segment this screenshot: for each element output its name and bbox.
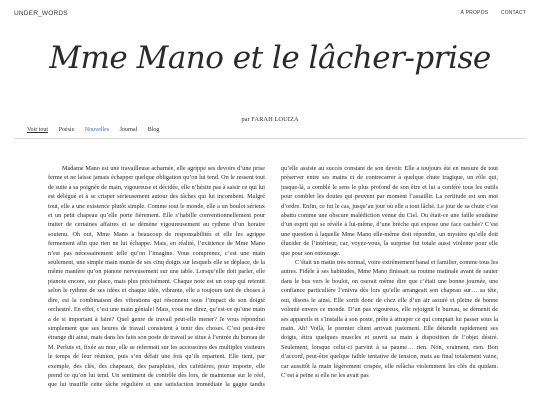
post-title: Mme Mano et le lâcher-prise [49, 40, 491, 76]
post-byline: par FARAH LOUIZA [241, 116, 299, 123]
post-body [48, 164, 498, 404]
top-bar [0, 0, 540, 22]
tab-all[interactable]: Voir tout [27, 127, 49, 133]
tab-short-stories[interactable]: Nouvelles [84, 127, 110, 133]
site-brand[interactable]: UNDER_WORDS [14, 10, 68, 17]
tab-journal[interactable]: Journal [119, 127, 138, 133]
nav-link-about[interactable]: À PROPOS [460, 10, 489, 16]
tab-poetry[interactable]: Poésie [58, 127, 75, 133]
nav-link-contact[interactable]: CONTACT [500, 10, 526, 16]
top-nav [449, 10, 526, 16]
paragraph: C’était un matin très normal, voire extrêmement banal et familier, comme tous les autres. Fidèle à ses habitudes, Mme Mano finissait sa routine matinale avant de sauter dans le bus vers le boulot, on oserait même dire que c’était une bonne journée, une confiance particulière l’enivra dès lors qu’elle arrangeait son chapeau sur… sa tête, oui, disons le ainsi. Elle sortit donc de chez elle d’un air assuré et pleine de bonne volonté envers ce monde. D’un pas vigoureux, elle rejoignit le bureau, se démenit de ses appareils et s’installa à son poste, prête à attraper ce qui comptait lui passer sous la main. Ah! Voilà, le premier client arrivait justement. Elle détendit rapidement ses doigts, étira quelques muscles et ouvrit sa main à disposition de l’objet désiré. Seulement, lorsque celui-ci parvint à sa paume… rien. Non, vraiment, rien. Bon d’accord, peut-être quelque faible tentative de tension, mais au final totalement vaine, car aussitôt la main légèrement crispée, elle relâcha violemment les clés du quidam. C’est à peine si elle ne les avait pas [281, 259, 498, 379]
category-tabs [27, 127, 168, 133]
tab-blog[interactable]: Blog [147, 127, 160, 133]
paragraph: Madame Mano est une travailleuse acharnée, elle agrippe ses devoirs d’une prise ferme et ne laisse jamais échapper quelque obligation qu’on lui tend. On le ressent tout de suite à sa poignée de main, vigoureuse et décidée, elle n’hésite pas à saisir ce qui lui est délégué et à se crisper sérieusement autour des tâches qui lui incombent. Malgré tout, elle a une existence plutôt simple. Comme tout le monde, elle a un boulot sérieux et un petit chapeau qu’elle porte fièrement. Elle s’habille conventionnellement pour traiter de certaines affaires et se démène vigoureusement au rythme d’un horaire soutenu. Oh oui, Mme Mano a beaucoup de responsabilités et elle les agrippe fermement afin que rien ne lui échappe. Mais, en réalité, l’existence de Mme Mano n’est pas nécessairement telle qu’on l’imagine. Vous comprenez, c’est une main seulement, une simple main munie de ses cinq doigts sur lesquels elle se déplace, de la même manière qu’on pianote nerveusement sur une table. Lorsqu’elle doit parler, elle pianote encore, sur place, mais plus précisément. Chaque note est un coup qui retentit selon le rythme de ses idées et chaque idée, vibrante, elle a toujours tant de choses à dire, est la combinaison des vibrations qui résonnent sous l’impact de son doigté orchestré. En effet, c’est une main géniale! Mais, vous me direz, qu’est-ce qu’une main a de si important à faire? Quel genre de travail peut-elle mener? Je vous répondrai simplement que ses heures de travail consistent à tenir des choses. C’est peut-être étrange dit ainsi, mais dans les faits son poste de travail se situe à l’entrée du bureau de M. Perluis et, fixée au mur, elle se refermait sur les accessoires des multiples visiteurs le temps de leur réunion, puis s’en défait une fois qu’ils repartent. Elle tient, par exemple, des clés, des chapeaux, des parapluies, des cafétières, pour importe, elle prend ce qu’on lui tend. Un sentiment de contrôle dès lors, de maintenue sur le réel, que lui insuffle cette tâche régulière et une satisfaction immédiate la gagne tandis qu’elle assiste au succès constant de son devoir. Elle a toujours été en mesure de tout préserver entre ses mains et de contrecarrer à quelque chute tragique, un rôle qui, jusque-là, a comblé le sens le plus profond de son être et lui a conféré tous les outils pour combler les doutes qui peuvent par moment l’assaillir. La certitude est son mot d’ordre. Enfin, ce fut le cas, jusqu’au jour où elle a tout lâché. Le jour de sa chute c’est abattu comme une obscure malédiction venue du Ciel. Ou était-ce une faille soudaine d’un esprit qui se révèle à lui-même, d’une brèche qui expose une face cachée? C’est une question à laquelle Mme Mano elle-même doit répondre, un mystère qu’elle doit élucider de l’intérieur, car, voyez-vous, la surprise fut totale aussi violente pour elle que pour son entourage. [48, 165, 498, 389]
tabs-divider [14, 138, 526, 139]
